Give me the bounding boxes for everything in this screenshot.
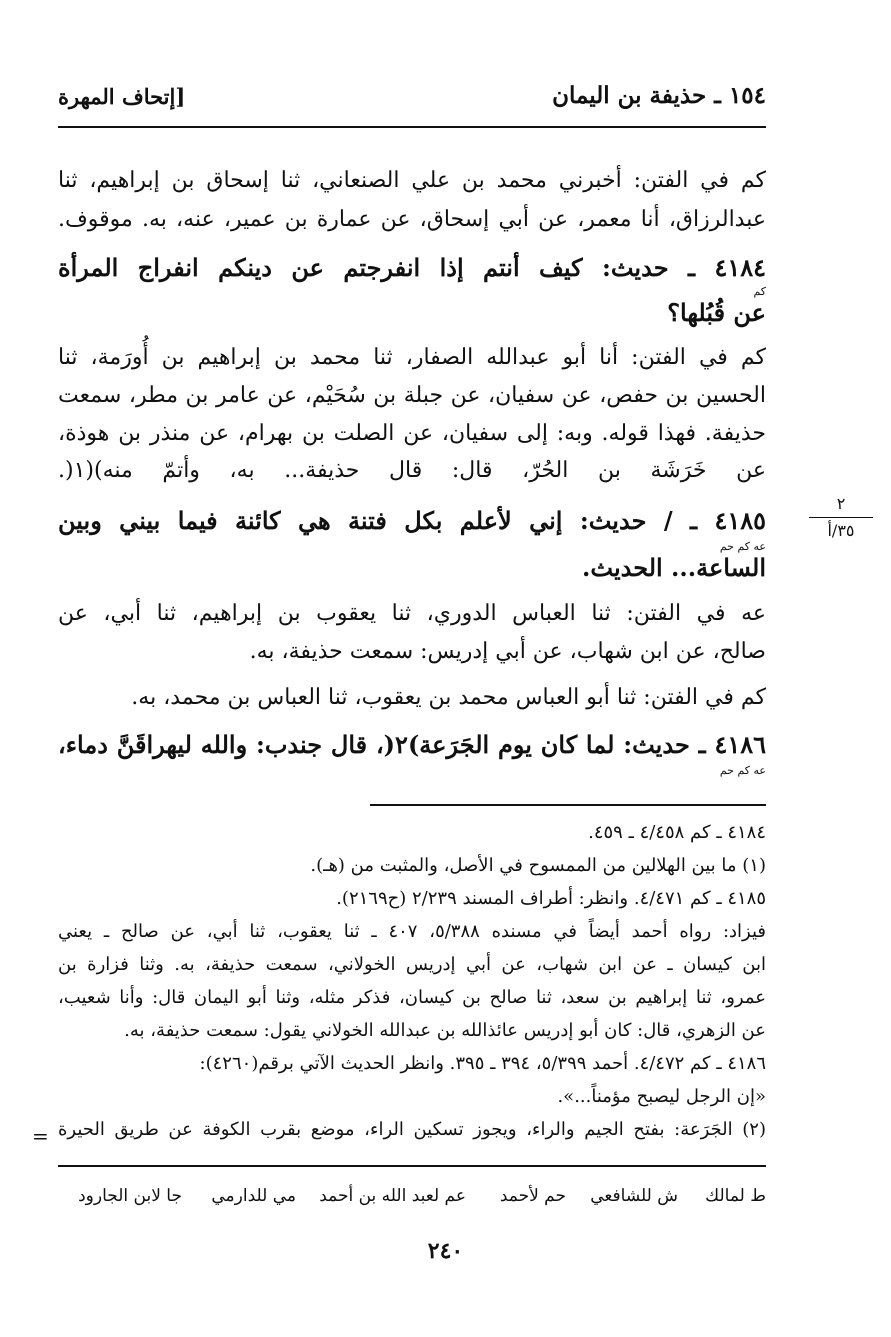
legend-item: حم لأحمد — [499, 1186, 566, 1206]
chapter-heading: ١٥٤ ـ حذيفة بن اليمان — [552, 82, 766, 109]
footnote-line: ٤١٨٦ ـ كم ٤/٤٧٢. أحمد ٥/٣٩٩، ٣٩٤ ـ ٣٩٥. وانظر الحديث الآتي برقم(٤٢٦٠): — [199, 1053, 766, 1074]
text-line: عه في الفتن: ثنا العباس الدوري، ثنا يعقوب بن إبراهيم، ثنا أبي، عن — [58, 601, 766, 626]
footnote-line: (٢) الجَرَعة: بفتح الجيم والراء، ويجوز تسكين الراء، موضع بقرب الكوفة عن طريق الحيرة — [58, 1119, 766, 1140]
legend-divider — [58, 1165, 766, 1167]
hadith-4185-end: الساعة... الحديث. — [582, 553, 766, 582]
footnote-continuation-mark: = — [32, 1124, 49, 1148]
text-line: الحسين بن حفص، عن سفيان، عن جبلة بن سُحَيْم، عن عامر بن مطر، سمعت — [58, 383, 766, 408]
margin-divider — [809, 517, 873, 518]
text-line: صالح، عن ابن شهاب، عن أبي إدريس: سمعت حذيفة، به. — [249, 639, 766, 664]
text-line: حذيفة. فهذا قوله. وبه: إلى سفيان، عن الصلت بن بهرام، عن منذر بن هوذة، — [58, 421, 766, 446]
text-line: عن خَرَشَة بن الحُرّ، قال: قال حذيفة... به، وأتمّ منه)(١(. — [58, 458, 766, 483]
hadith-4185-heading: ٤١٨٥ ـ / حديث: إني لأعلم بكل فتنة هي كائنة فيما بيني وبين — [58, 506, 766, 535]
siglum-4186: عه كم حم — [719, 764, 766, 777]
footnote-line: ٤١٨٤ ـ كم ٤/٤٥٨ ـ ٤٥٩. — [588, 822, 766, 843]
text-line: كم في الفتن: أخبرني محمد بن علي الصنعاني، ثنا إسحاق بن إبراهيم، ثنا — [58, 168, 766, 193]
margin-note-top: ٢ — [836, 494, 846, 513]
hadith-4184-heading: ٤١٨٤ ـ حديث: كيف أنتم إذا انفرجتم عن دينكم انفراج المرأة — [58, 253, 766, 282]
abbreviation-legend — [58, 1186, 766, 1214]
footnote-divider — [370, 804, 766, 806]
legend-item: ط لمالك — [705, 1186, 766, 1206]
siglum-4184: كم — [753, 285, 766, 298]
hadith-4184-end: عن قُبُلها؟ — [667, 298, 766, 327]
text-line: كم في الفتن: أنا أبو عبدالله الصفار، ثنا محمد بن إبراهيم بن أُورَمة، ثنا — [58, 345, 766, 370]
siglum-4185: عه كم حم — [719, 540, 766, 553]
folio-reference: ٣٥/أ — [827, 521, 855, 540]
text-line: عبدالرزاق، أنا معمر، عن أبي إسحاق، عن عمارة بن عمير، عنه، به. موقوف. — [58, 207, 766, 232]
book-title: [إتحاف المهرة — [58, 84, 186, 109]
footnote-line: ٤١٨٥ ـ كم ٤/٤٧١. وانظر: أطراف المسند ٢/٢٣٩ (ح٢١٦٩). — [336, 888, 766, 909]
legend-item: مي للدارمي — [211, 1186, 296, 1206]
footnote-line: (١) ما بين الهلالين من الممسوح في الأصل، والمثبت من (هـ). — [310, 855, 766, 876]
footnote-line: «إن الرجل ليصبح مؤمناً...». — [557, 1086, 766, 1107]
footnote-line: فيزاد: رواه أحمد أيضاً في مسنده ٥/٣٨٨، ٤٠٧ ـ ثنا يعقوب، ثنا أبي، عن صالح ـ يعني — [58, 921, 767, 942]
legend-item: ش للشافعي — [590, 1186, 678, 1206]
page-number: ٢٤٠ — [427, 1238, 464, 1264]
legend-item: جا لابن الجارود — [78, 1186, 182, 1206]
hadith-4186-heading: ٤١٨٦ ـ حديث: لما كان يوم الجَرَعة)٢(، قال جندب: والله ليهراقَنَّ دماء، — [58, 730, 766, 759]
footnote-line: ابن كيسان ـ عن ابن شهاب، عن أبي إدريس الخولاني، سمعت حذيفة، به. وثنا فزارة بن — [58, 954, 766, 975]
text-line: كم في الفتن: ثنا أبو العباس محمد بن يعقوب، ثنا العباس بن محمد، به. — [131, 685, 766, 710]
footnote-line: عن الزهري، قال: كان أبو إدريس عائذالله بن عبدالله الخولاني يقول: سمعت حذيفة، به. — [124, 1020, 766, 1041]
legend-item: عم لعبد الله بن أحمد — [319, 1186, 466, 1206]
footnote-line: عمرو، ثنا إبراهيم بن سعد، ثنا صالح بن كيسان، فذكر مثله، وثنا أبو اليمان قال: وأنا شعيب، — [58, 987, 766, 1008]
main-text — [58, 0, 766, 800]
